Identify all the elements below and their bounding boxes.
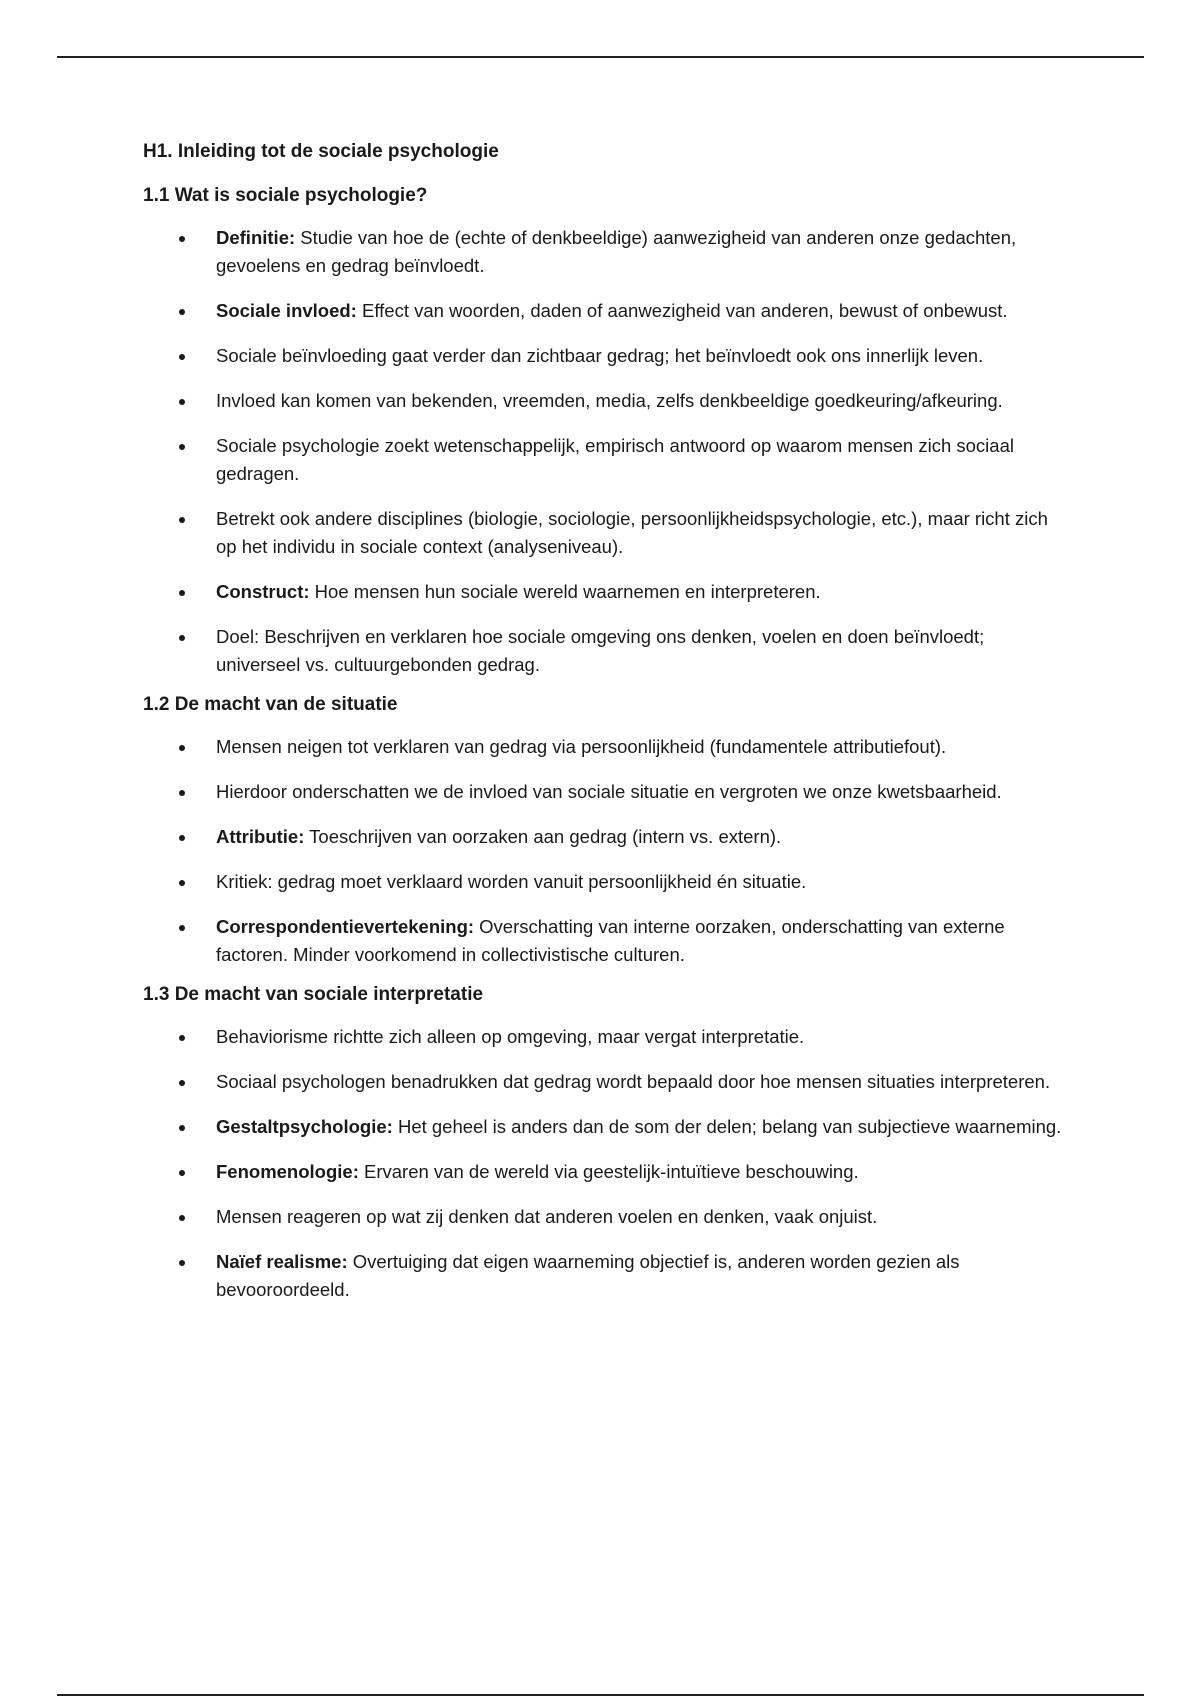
- list-item: [143, 387, 1063, 415]
- item-text: Ervaren van de wereld via geestelijk-intuïtieve beschouwing.: [358, 1161, 859, 1182]
- item-text: Sociale psychologie zoekt wetenschappelijk, empirisch antwoord op waarom mensen zich sociaal gedragen.: [216, 435, 1014, 484]
- bullet-icon: [179, 925, 185, 931]
- list-item: [143, 1068, 1063, 1096]
- section-heading-1-1: 1.1 Wat is sociale psychologie?: [143, 185, 428, 206]
- list-item: [143, 505, 1063, 561]
- header-rule: [57, 56, 1144, 58]
- list-item: [143, 1113, 1063, 1141]
- footer-rule: [57, 1694, 1144, 1696]
- bullet-list-1-3: [143, 1023, 1063, 1304]
- list-item: [143, 913, 1063, 969]
- item-text: Sociaal psychologen benadrukken dat gedrag wordt bepaald door hoe mensen situaties interpreteren.: [216, 1071, 1051, 1092]
- bullet-icon: [179, 745, 185, 751]
- item-term: Gestaltpsychologie:: [216, 1116, 393, 1137]
- bullet-icon: [179, 1215, 185, 1221]
- bullet-icon: [179, 1125, 185, 1131]
- list-item: [143, 578, 1063, 606]
- list-item: [143, 297, 1063, 325]
- document-body: [143, 140, 1063, 1318]
- bullet-icon: [179, 517, 185, 523]
- bullet-icon: [179, 1170, 185, 1176]
- bullet-icon: [179, 1080, 185, 1086]
- bullet-icon: [179, 1260, 185, 1266]
- bullet-icon: [179, 309, 185, 315]
- section-heading-1-2: 1.2 De macht van de situatie: [143, 694, 398, 715]
- item-term: Definitie:: [216, 227, 296, 248]
- list-item: [143, 733, 1063, 761]
- list-item: [143, 342, 1063, 370]
- item-text: Mensen reageren op wat zij denken dat anderen voelen en denken, vaak onjuist.: [216, 1206, 878, 1227]
- list-item: [143, 868, 1063, 896]
- item-text: Behaviorisme richtte zich alleen op omgeving, maar vergat interpretatie.: [216, 1026, 805, 1047]
- item-text: Sociale beïnvloeding gaat verder dan zichtbaar gedrag; het beïnvloedt ook ons innerlijk leven.: [216, 345, 984, 366]
- bullet-icon: [179, 354, 185, 360]
- list-item: [143, 432, 1063, 488]
- list-item: [143, 1158, 1063, 1186]
- item-text: Toeschrijven van oorzaken aan gedrag (intern vs. extern).: [304, 826, 782, 847]
- bullet-icon: [179, 790, 185, 796]
- item-term: Sociale invloed:: [216, 300, 357, 321]
- item-text: Kritiek: gedrag moet verklaard worden vanuit persoonlijkheid én situatie.: [216, 871, 807, 892]
- section-heading-1-3: 1.3 De macht van sociale interpretatie: [143, 984, 484, 1005]
- bullet-icon: [179, 236, 185, 242]
- bullet-list-1-1: [143, 224, 1063, 679]
- item-text: Hoe mensen hun sociale wereld waarnemen en interpreteren.: [309, 581, 821, 602]
- item-text: Doel: Beschrijven en verklaren hoe sociale omgeving ons denken, voelen en doen beïnvloedt; universeel vs. cultuurgebonden gedrag.: [216, 626, 985, 675]
- list-item: [143, 1248, 1063, 1304]
- bullet-icon: [179, 835, 185, 841]
- item-text: Mensen neigen tot verklaren van gedrag via persoonlijkheid (fundamentele attributiefout).: [216, 736, 947, 757]
- list-item: [143, 778, 1063, 806]
- list-item: [143, 623, 1063, 679]
- bullet-icon: [179, 635, 185, 641]
- item-text: Studie van hoe de (echte of denkbeeldige) aanwezigheid van anderen onze gedachten, gevoelens en gedrag beïnvloedt.: [216, 227, 1017, 276]
- list-item: [143, 1023, 1063, 1051]
- item-text: Invloed kan komen van bekenden, vreemden, media, zelfs denkbeeldige goedkeuring/afkeuring.: [216, 390, 1003, 411]
- item-text: Effect van woorden, daden of aanwezigheid van anderen, bewust of onbewust.: [356, 300, 1008, 321]
- bullet-icon: [179, 880, 185, 886]
- item-text: Overschatting van interne oorzaken, onderschatting van externe factoren. Minder voorkomend in collectivistische culturen.: [216, 916, 1005, 965]
- chapter-title: H1. Inleiding tot de sociale psychologie: [143, 141, 499, 162]
- item-text: Hierdoor onderschatten we de invloed van sociale situatie en vergroten we onze kwetsbaarheid.: [216, 781, 1002, 802]
- list-item: [143, 224, 1063, 280]
- bullet-icon: [179, 444, 185, 450]
- item-term: Fenomenologie:: [216, 1161, 359, 1182]
- item-term: Correspondentievertekening:: [216, 916, 475, 937]
- item-text: Het geheel is anders dan de som der delen; belang van subjectieve waarneming.: [392, 1116, 1062, 1137]
- item-term: Naïef realisme:: [216, 1251, 348, 1272]
- list-item: [143, 1203, 1063, 1231]
- bullet-icon: [179, 399, 185, 405]
- bullet-icon: [179, 1035, 185, 1041]
- bullet-icon: [179, 590, 185, 596]
- list-item: [143, 823, 1063, 851]
- bullet-list-1-2: [143, 733, 1063, 969]
- item-text: Overtuiging dat eigen waarneming objectief is, anderen worden gezien als bevooroordeeld.: [216, 1251, 960, 1300]
- item-text: Betrekt ook andere disciplines (biologie, sociologie, persoonlijkheidspsychologie, etc.), maar richt zich op het individu in sociale context (analyseniveau).: [216, 508, 1048, 557]
- item-term: Construct:: [216, 581, 310, 602]
- item-term: Attributie:: [216, 826, 305, 847]
